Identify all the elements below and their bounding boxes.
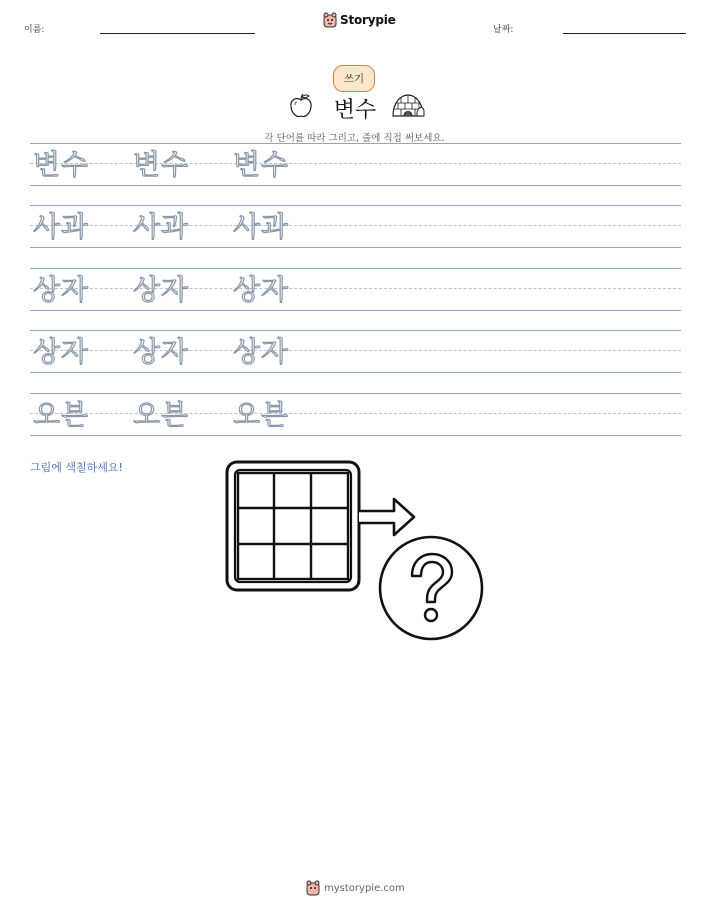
- trace-word: 상자: [33, 273, 90, 306]
- tracing-row[interactable]: [30, 205, 681, 249]
- trace-word: 오븐: [233, 398, 290, 431]
- trace-word: 오븐: [33, 398, 90, 431]
- date-line[interactable]: [563, 33, 686, 34]
- trace-word: 상자: [133, 273, 190, 306]
- trace-word: 상자: [233, 335, 290, 368]
- page-title: 변수: [333, 98, 377, 123]
- tracing-row[interactable]: [30, 143, 681, 187]
- name-label: 이름:: [24, 25, 45, 35]
- trace-word: 오븐: [133, 398, 190, 431]
- row-top-line: [30, 393, 681, 394]
- row-mid-dashed-line: [30, 350, 681, 351]
- trace-word: 변수: [33, 148, 90, 181]
- storypie-logo-icon: [306, 880, 320, 896]
- trace-word: 상자: [33, 335, 90, 368]
- tracing-row[interactable]: [30, 393, 681, 437]
- footer-site[interactable]: mystorypie.com: [324, 882, 405, 894]
- trace-word: 변수: [133, 148, 190, 181]
- storypie-logo: [323, 12, 396, 28]
- trace-word: 사과: [133, 210, 190, 243]
- date-label: 날짜:: [493, 25, 514, 35]
- row-bottom-line: [30, 310, 681, 311]
- trace-word: 상자: [133, 335, 190, 368]
- row-bottom-line: [30, 185, 681, 186]
- trace-word: 상자: [233, 273, 290, 306]
- tracing-row[interactable]: [30, 268, 681, 312]
- instruction-text: 각 단어를 따라 그리고, 줄에 직접 써보세요.: [264, 133, 445, 144]
- name-line[interactable]: [100, 33, 255, 34]
- worksheet-type-badge: 쓰기: [333, 65, 375, 92]
- row-top-line: [30, 205, 681, 206]
- trace-word: 사과: [233, 210, 290, 243]
- igloo-icon: [391, 92, 425, 118]
- trace-word: 사과: [33, 210, 90, 243]
- row-mid-dashed-line: [30, 413, 681, 414]
- storypie-logo-icon: [323, 12, 337, 28]
- row-mid-dashed-line: [30, 288, 681, 289]
- row-mid-dashed-line: [30, 225, 681, 226]
- row-top-line: [30, 330, 681, 331]
- variable-grid-illustration: [224, 459, 486, 641]
- coloring-instruction: 그림에 색칠하세요!: [30, 461, 123, 474]
- apple-icon: [287, 92, 315, 120]
- row-top-line: [30, 143, 681, 144]
- footer: [306, 880, 405, 896]
- row-mid-dashed-line: [30, 163, 681, 164]
- row-bottom-line: [30, 247, 681, 248]
- row-bottom-line: [30, 372, 681, 373]
- tracing-row[interactable]: [30, 330, 681, 374]
- row-bottom-line: [30, 435, 681, 436]
- brand-name: Storypie: [340, 13, 396, 27]
- trace-word: 변수: [233, 148, 290, 181]
- row-top-line: [30, 268, 681, 269]
